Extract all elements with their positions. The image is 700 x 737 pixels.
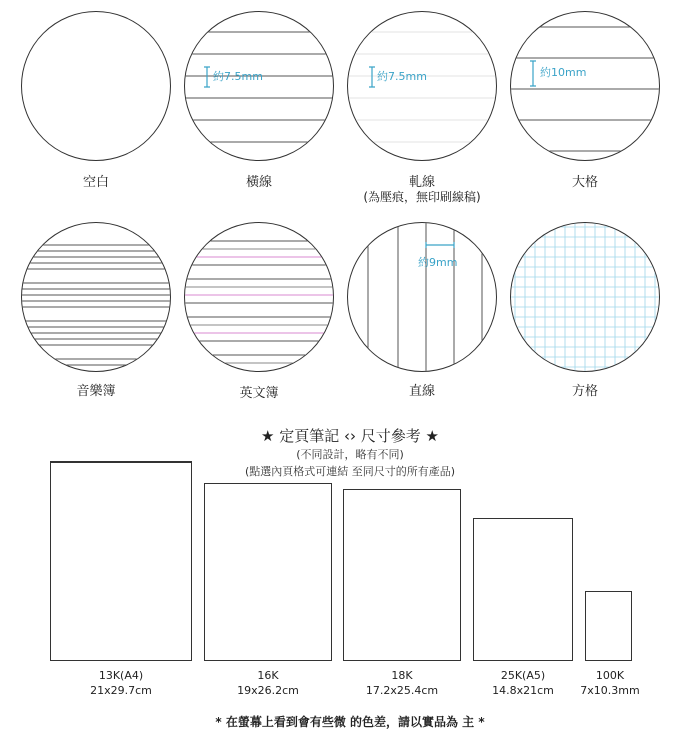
pattern-label-english: 英文簿 xyxy=(239,386,279,401)
size-25k-a5[interactable] xyxy=(473,518,573,661)
size-dims: 7x10.3mm xyxy=(580,684,640,697)
pattern-label-blank: 空白 xyxy=(82,175,109,190)
size-label-18k xyxy=(343,668,461,698)
size-reference-heading: ★ 定頁筆記 ‹› 尺寸參考 ★ xyxy=(261,427,439,445)
size-name: 100K xyxy=(595,669,625,682)
lined-spacing-note: 約7.5mm xyxy=(213,70,263,83)
pattern-blank[interactable] xyxy=(21,11,171,161)
pattern-label-embossed: 軋線 xyxy=(408,175,435,190)
size-name: 16K xyxy=(257,669,279,682)
size-reference-note: (不同設計，略有不同) xyxy=(296,448,404,461)
wide-ruled-pattern-graphic xyxy=(511,12,660,161)
pattern-label-lined: 橫線 xyxy=(245,175,272,190)
size-label-100k xyxy=(570,668,650,698)
size-16k[interactable] xyxy=(204,483,332,661)
pattern-label-wide-ruled: 大格 xyxy=(571,175,598,190)
grid-pattern-graphic xyxy=(511,223,660,372)
pattern-label-music: 音樂簿 xyxy=(76,384,116,399)
english-lines-graphic xyxy=(185,223,334,372)
size-13k-a4[interactable] xyxy=(50,461,192,661)
pattern-english[interactable] xyxy=(184,222,334,372)
size-18k[interactable] xyxy=(343,489,461,661)
embossed-pattern-graphic xyxy=(348,12,497,161)
size-label-13k xyxy=(50,668,192,698)
size-name: 13K(A4) xyxy=(98,669,144,682)
pattern-embossed[interactable] xyxy=(347,11,497,161)
size-dims: 21x29.7cm xyxy=(90,684,152,697)
pattern-label-vertical: 直線 xyxy=(408,384,435,399)
wide-ruled-spacing-note: 約10mm xyxy=(540,66,587,79)
pattern-wide-ruled[interactable] xyxy=(510,11,660,161)
vertical-lines-graphic xyxy=(348,223,497,372)
size-label-25k xyxy=(473,668,573,698)
lined-pattern-graphic xyxy=(185,12,334,161)
size-label-16k xyxy=(204,668,332,698)
size-100k[interactable] xyxy=(585,591,632,661)
pattern-music[interactable] xyxy=(21,222,171,372)
size-name: 25K(A5) xyxy=(500,669,546,682)
embossed-spacing-note: 約7.5mm xyxy=(377,70,427,83)
size-reference-link-note: (點選內頁格式可連結 至同尺寸的所有產品) xyxy=(244,465,456,478)
pattern-grid[interactable] xyxy=(510,222,660,372)
vertical-spacing-note: 約9mm xyxy=(418,256,458,269)
pattern-lined[interactable] xyxy=(184,11,334,161)
size-dims: 19x26.2cm xyxy=(237,684,299,697)
pattern-sublabel-embossed: (為壓痕，無印刷線稿) xyxy=(363,190,481,204)
size-dims: 14.8x21cm xyxy=(492,684,554,697)
size-dims: 17.2x25.4cm xyxy=(365,684,439,697)
size-name: 18K xyxy=(391,669,413,682)
pattern-vertical[interactable] xyxy=(347,222,497,372)
color-disclaimer: * 在螢幕上看到會有些微 的色差，請以實品為 主 * xyxy=(215,715,485,729)
pattern-label-grid: 方格 xyxy=(571,384,598,399)
music-staff-graphic xyxy=(22,223,171,372)
